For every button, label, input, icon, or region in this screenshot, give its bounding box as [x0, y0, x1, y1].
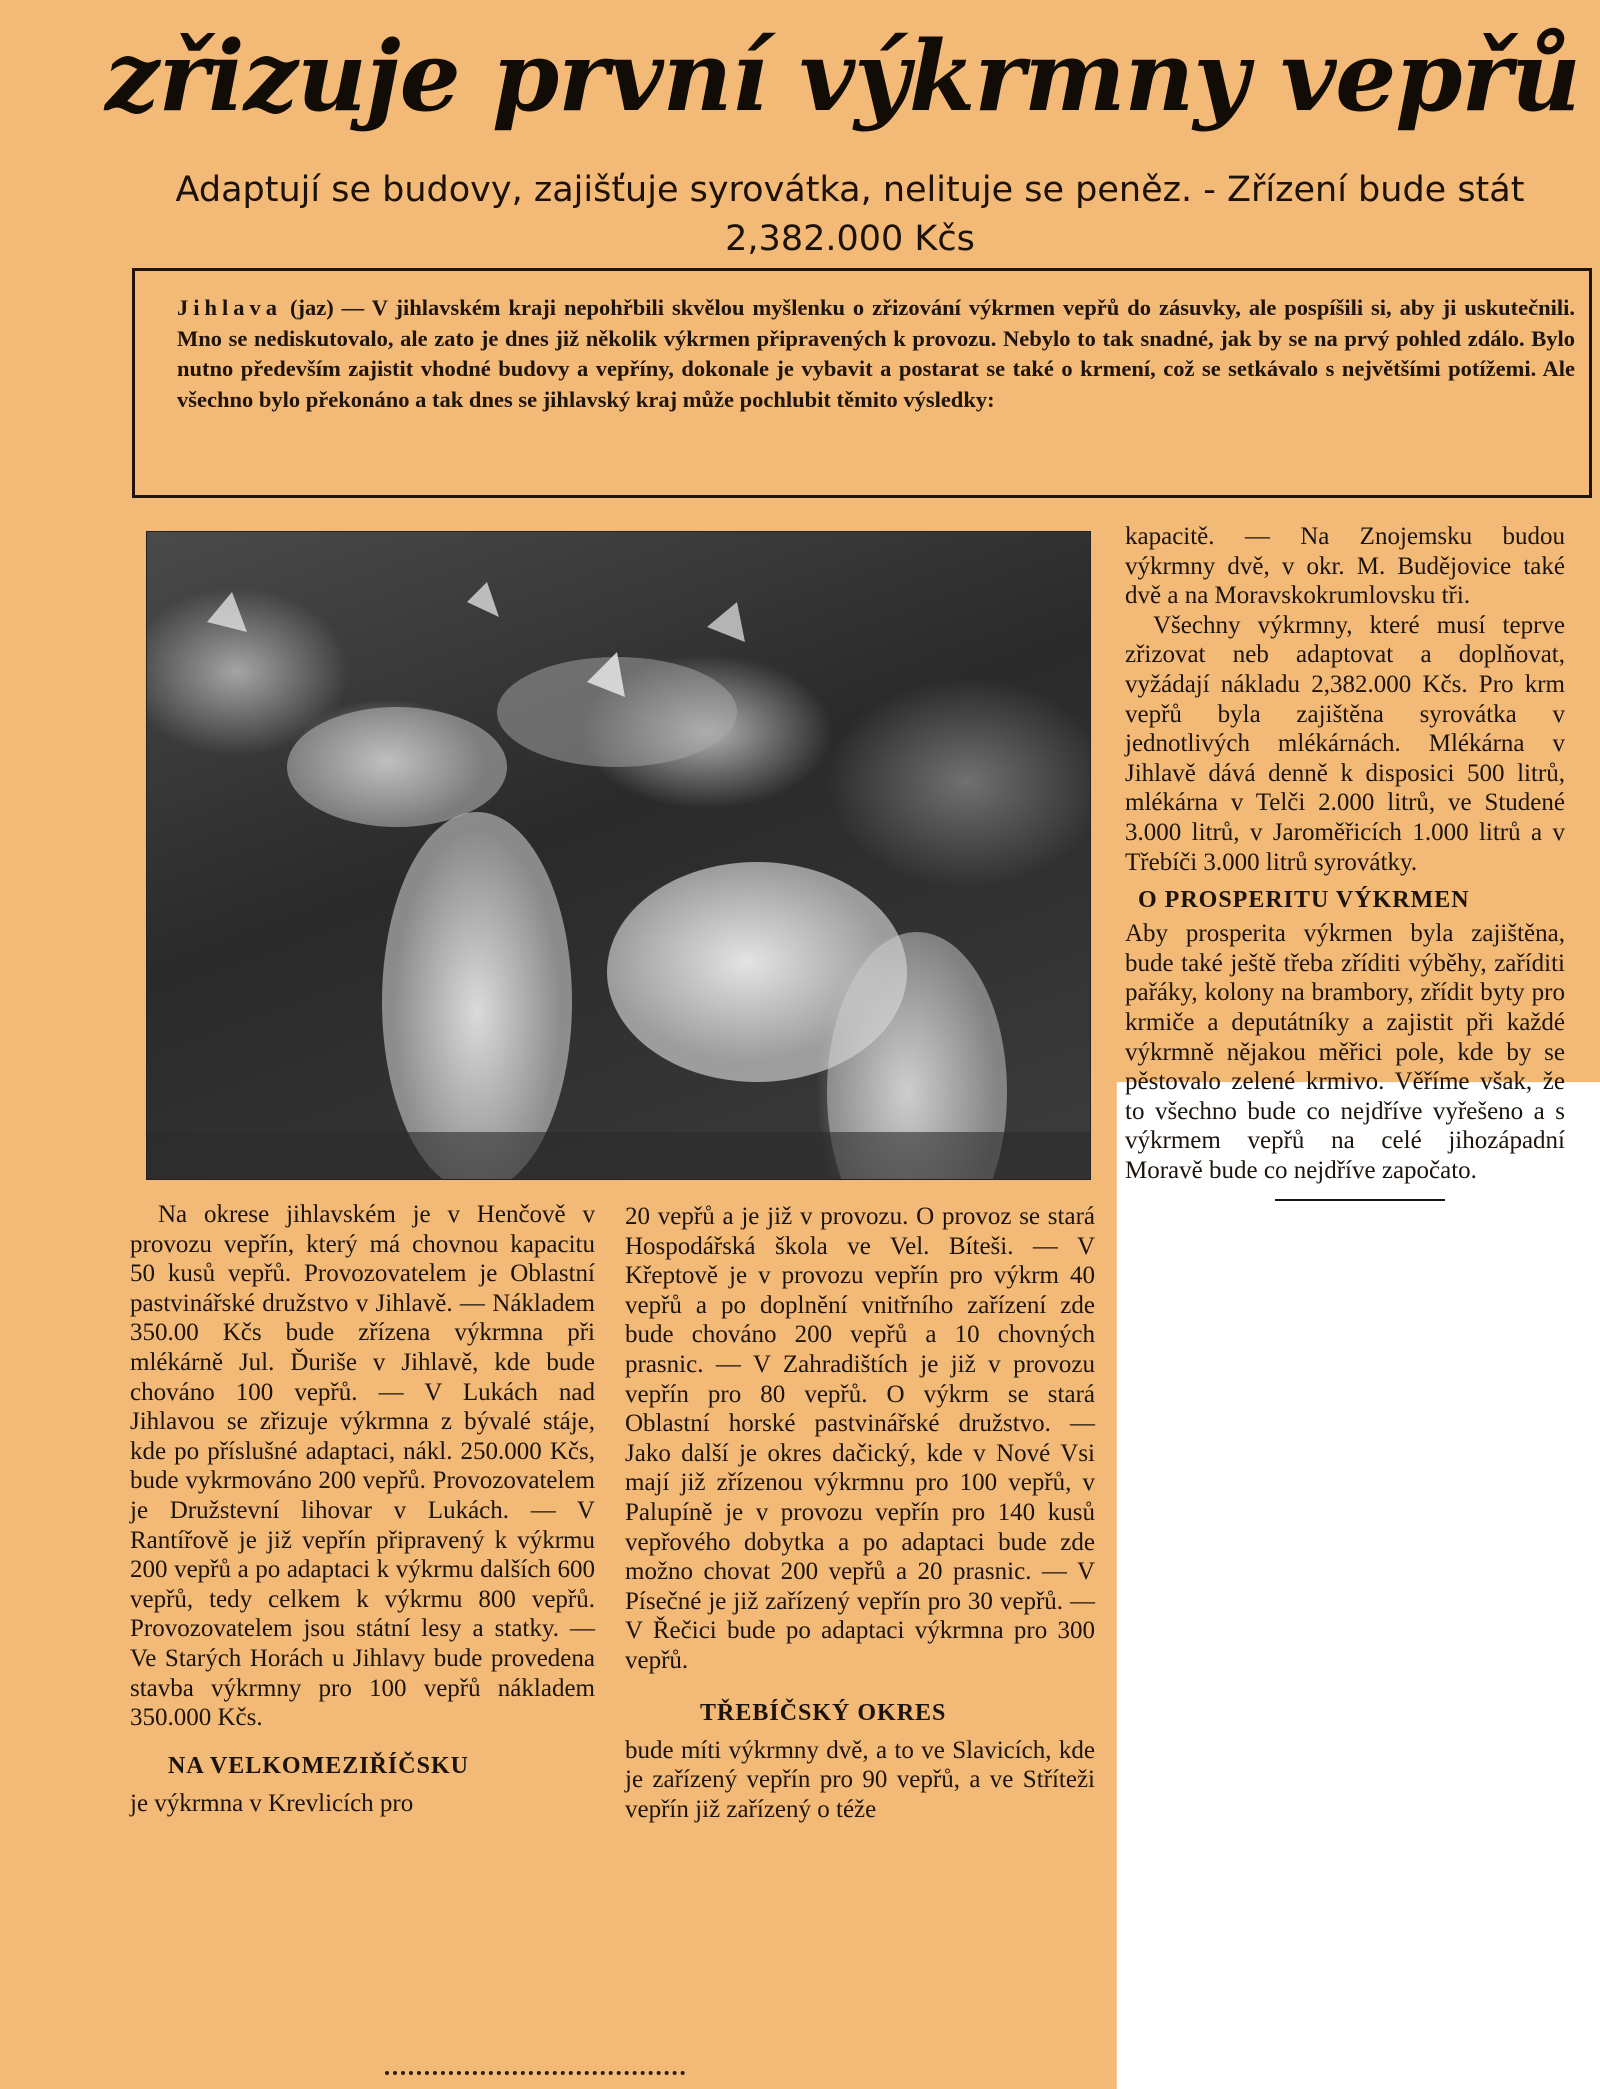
- column-3: [1125, 522, 1565, 1201]
- pigs-photo-shapes: [147, 532, 1090, 1179]
- column-2: [625, 1202, 1095, 1824]
- headline: zřizuje první výkrmny vepřů: [105, 20, 1580, 133]
- column-3-paragraph-2: Všechny výkrmny, které musí teprve zřizovat neb adaptovat a doplňovat, vyžádají nákladu 2,382.000 Kčs. Pro krm vepřů byla zajištěna syrovátka v jednotlivých mlékárnách. Mlékárna v Jihlavě dává denně k disposici 500 litrů, mlékárna v Telči 2.000 litrů, ve Studené 3.000 litrů, v Jaroměřicích 1.000 litrů a v Třebíči 3.000 litrů syrovátky.: [1125, 611, 1565, 876]
- subhead-trebic: TŘEBÍČSKÝ OKRES: [700, 1699, 947, 1726]
- lead-box: [132, 268, 1592, 498]
- lead-text: (jaz) — V jihlavském kraji nepohřbili skvělou myšlenku o zřizování výkrmen vepřů do zásuvky, ale pospíšili si, aby ji uskutečnili. Mno se nediskutovalo, ale zato je dnes již několik výkrmen připravených k provozu. Nebylo to tak snadné, jak by se na prvý pohled zdálo. Bylo nutno především zajistit vhodné budovy a vepříny, dokonale je vybavit a postarat se také o krmení, což se setkávalo s největšími potížemi. Ale všechno bylo překonáno a tak dnes se jihlavský kraj může pochlubit těmito výsledky:: [177, 295, 1575, 412]
- subhead-velkomezirici: NA VELKOMEZIŘÍČSKU: [168, 1752, 469, 1779]
- column-3-paragraph-3: Aby prosperita výkrmen byla zajištěna, bude také ještě třeba zříditi výběhy, zaříditi pařáky, kolony na brambory, zřídit byty pro krmiče a deputátníky a zajistit při každé výkrmně nějakou měřici pole, kde by se pěstovalo zelené krmivo. Věříme však, že to všechno bude co nejdříve vyřešeno a s výkrmem vepřů na celé jihozápadní Moravě bude co nejdříve započato.: [1125, 920, 1565, 1184]
- column-1-paragraph: Na okrese jihlavském je v Henčově v provozu vepřín, který má chovnou kapacitu 50 kusů vepřů. Provozovatelem je Oblastní pastvinářské družstvo v Jihlavě. — Nákladem 350.00 Kčs bude zřízena výkrmna při mlékárně Jul. Ďuriše v Jihlavě, kde bude chováno 100 vepřů. — V Lukách nad Jihlavou se zřizuje výkrmna z bývalé stáje, kde po příslušné adaptaci, nákl. 250.000 Kčs, bude vykrmováno 200 vepřů. Provozovatelem je Družstevní lihovar v Lukách. — V Rantířově je již vepřín připravený k výkrmu 200 vepřů a po adaptaci k výkrmu dalších 600 vepřů, tedy celkem k výkrmu 800 vepřů. Provozovatelem jsou státní lesy a statky. — Ve Starých Horách u Jihlavy bude provedena stavba výkrmny pro 100 vepřů nákladem 350.000 Kčs.: [130, 1201, 595, 1732]
- subhead-prosperita: O PROSPERITU VÝKRMEN: [1138, 887, 1470, 914]
- subheadline: Adaptují se budovy, zajišťuje syrovátka, nelituje se peněz. - Zřízení bude stát 2,382.000 Kčs: [175, 170, 1525, 259]
- cut-off-text-fragment: [385, 2071, 685, 2080]
- lead-paragraph: [177, 293, 1575, 415]
- pigs-photo: [146, 531, 1091, 1180]
- column-2-paragraph: 20 vepřů a je již v provozu. O provoz se stará Hospodářská škola ve Vel. Bíteši. — V Křeptově je v provozu vepřín pro výkrm 40 vepřů a po doplnění vnitřního zařízení zde bude chováno 200 vepřů a 10 chovných prasnic. — V Zahradištích je již v provozu vepřín pro 80 vepřů. O výkrm se stará Oblastní horské pastvinářské družstvo. — Jako další je okres dačický, kde v Nové Vsi mají již zřízenou výkrmnu pro 100 vepřů, v Palupíně je v provozu vepřín pro 140 kusů vepřového dobytka a po adaptaci bude zde možno chovat 200 vepřů a 20 prasnic. — V Písečné je již zařízený vepřín pro 30 vepřů. — V Řečici bude po adaptaci výkrmna pro 300 vepřů.: [625, 1203, 1095, 1674]
- column-1-continuation: je výkrmna v Krevlicích pro: [130, 1789, 414, 1817]
- column-3-paragraph-1: kapacitě. — Na Znojemsku budou výkrmny dvě, v okr. M. Budějovice také dvě a na Moravskokrumlovsku tři.: [1125, 523, 1565, 610]
- column-2-continuation: bude míti výkrmny dvě, a to ve Slavicích, kde je zařízený vepřín pro 90 vepřů, a ve Stříteži vepřín již zařízený o téže: [625, 1736, 1095, 1823]
- column-1: [130, 1200, 595, 1818]
- lead-dateline: Jihlava: [177, 295, 283, 320]
- end-rule: [1275, 1199, 1445, 1201]
